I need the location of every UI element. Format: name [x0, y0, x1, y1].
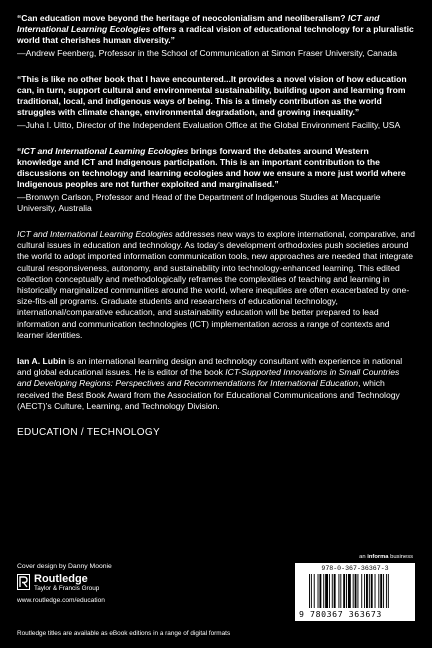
barcode-bar — [369, 574, 370, 608]
endorsement-3-quote: “ICT and International Learning Ecologies brings forward the debates around Western knowledge and ICT and Indigenous participation. This is an important contribution to the discussions on technology and learning ecologies and how we ensure a more just world where Indigenous peoples are not further exploited and marginalised.” — [17, 145, 406, 190]
routledge-logo-icon — [17, 574, 30, 590]
barcode-bar — [325, 574, 328, 608]
barcode-bar — [353, 574, 354, 608]
isbn-digits: 9 780367 363673 — [299, 609, 382, 619]
endorsement-2-quote: “This is like no other book that I have encountered...It provides a novel vision of how education can, in turn, support cultural and environmental sustainability, building upon and learning from traditional, local, and indigenous ways of being. This is a timely contribution as the world struggles with climate change, environmental degradation, and growing inequality.” — [17, 73, 407, 118]
barcode-bar — [318, 574, 319, 608]
barcode-bar — [332, 574, 333, 608]
barcode-bar — [348, 574, 351, 608]
barcode-bar — [329, 574, 330, 608]
endorsement-3-attribution: —Bronwyn Carlson, Professor and Head of the Department of Indigenous Studies at Macquarie University, Australia — [17, 191, 381, 213]
isbn-barcode — [295, 563, 415, 621]
barcode-bar — [323, 574, 324, 608]
endorsement-1-quote: “Can education move beyond the heritage of neocolonialism and neoliberalism? ICT and International Learning Ecologies offers a radical vision of educational technology for a pluralistic world that cherishes human diversity.” — [17, 13, 414, 46]
barcode-bar — [366, 574, 368, 608]
subject-category: EDUCATION / TECHNOLOGY — [17, 427, 160, 439]
publisher-footer — [17, 554, 415, 643]
publisher-name: Routledge — [34, 573, 88, 585]
endorsement-1-attribution: —Andrew Feenberg, Professor in the School of Communication at Simon Fraser University, Canada — [17, 47, 398, 58]
barcode-bar — [338, 574, 339, 608]
informa-business-label: an informa business — [359, 554, 413, 560]
barcode-bar — [311, 574, 312, 608]
barcode-bar — [364, 574, 365, 608]
barcode-bar — [319, 574, 321, 608]
barcode-bar — [334, 574, 336, 608]
barcode-bar — [375, 574, 376, 608]
barcode-bar — [314, 574, 315, 608]
publisher-website[interactable]: www.routledge.com/education — [17, 597, 105, 604]
back-cover-text — [17, 13, 415, 438]
barcode-bar — [378, 574, 379, 608]
book-description: ICT and International Learning Ecologies addresses new ways to explore international, comparative, and cultural issues in education and technology. As today’s development orthodoxies push societies around the world to adopt imported information communication tools, new approaches are needed that integrate cultural responsiveness, autonomy, and sustainability into technology-enhanced learning. This edited collection conceptually and methodologically reframes the complexities of teaching and learning in historically marginalized communities around the world, where inequities are often exacerbated by one-size-fits-all programs. Graduate students and researchers of educational technology, international/comparative education, and sustainability education will be better prepared to lead information and communication technologies (ICT) implementation across a range of contexts and learner identities. — [17, 229, 415, 340]
barcode-bar — [386, 574, 387, 608]
barcode-bar — [388, 574, 389, 608]
barcode-bar — [361, 574, 362, 608]
barcode-bar — [346, 574, 347, 608]
barcode-bar — [380, 574, 382, 608]
barcode-bar — [371, 574, 373, 608]
isbn-number: 978-0-367-36367-3 — [321, 565, 389, 572]
publisher-logo — [17, 573, 99, 593]
barcode-icon — [309, 574, 407, 608]
barcode-bar — [383, 574, 384, 608]
endorsement-2-attribution: —Juha I. Uitto, Director of the Independent Evaluation Office at the Global Environment Facility, USA — [17, 119, 401, 130]
barcode-bar — [355, 574, 357, 608]
ebook-note: Routledge titles are available as eBook editions in a range of digital formats — [17, 630, 231, 637]
publisher-group: Taylor & Francis Group — [34, 585, 100, 592]
author-bio: Ian A. Lubin is an international learning design and technology consultant with experience in national and global educational issues. He is editor of the book ICT-Supported Innovations in Small Countries and Developing Regions: Perspectives and Recommendations for International Education, which received the Best Book Award from the Association for Educational Communications and Technology (AECT)’s Culture, Learning, and Technology Division. — [17, 356, 403, 411]
barcode-bar — [343, 574, 345, 608]
cover-credit: Cover design by Danny Moonie — [17, 563, 112, 570]
barcode-bar — [340, 574, 341, 608]
barcode-bar — [309, 574, 310, 608]
barcode-bar — [357, 574, 358, 608]
